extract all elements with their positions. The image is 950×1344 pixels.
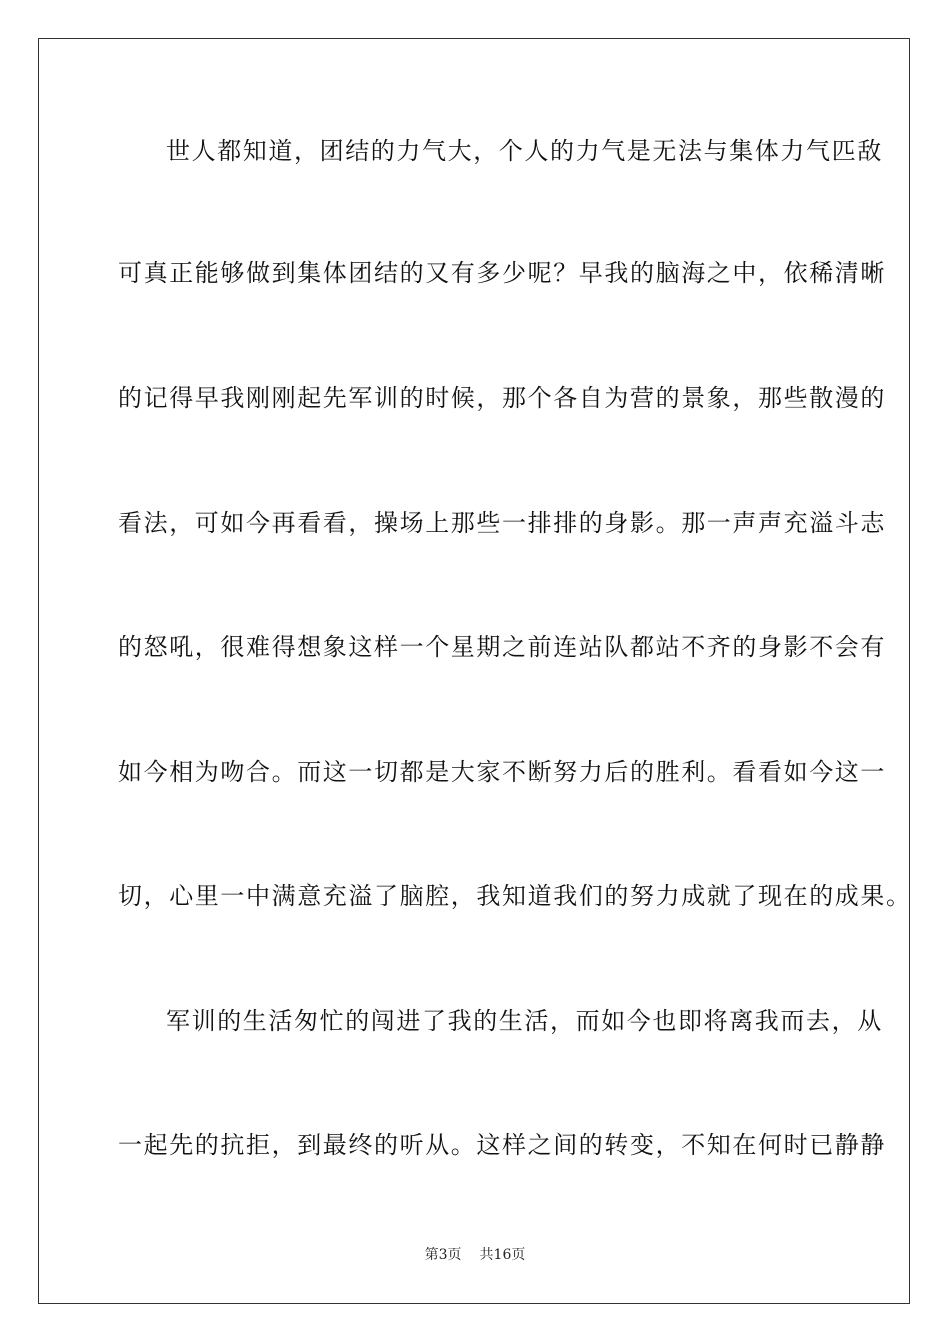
- page-footer: [0, 1244, 950, 1264]
- paragraph-line: 的记得早我刚刚起先军训的时候，那个各自为营的景象，那些散漫的: [118, 384, 886, 412]
- page-border: [38, 38, 910, 1304]
- paragraph-line: 军训的生活匆忙的闯进了我的生活，而如今也即将离我而去，从: [166, 1007, 883, 1035]
- paragraph-line: 可真正能够做到集体团结的又有多少呢？早我的脑海之中，依稀清晰: [118, 259, 886, 287]
- paragraph-line: 一起先的抗拒，到最终的听从。这样之间的转变，不知在何时已静静: [118, 1131, 886, 1159]
- page-number: 第3页: [424, 1247, 462, 1263]
- paragraph-line: 世人都知道，团结的力气大，个人的力气是无法与集体力气匹敌: [166, 137, 883, 165]
- page-total: 共16页: [479, 1247, 526, 1263]
- paragraph-line: 如今相为吻合。而这一切都是大家不断努力后的胜利。看看如今这一: [118, 758, 886, 786]
- paragraph-line: 看法，可如今再看看，操场上那些一排排的身影。那一声声充溢斗志: [118, 509, 886, 537]
- paragraph-line: 切，心里一中满意充溢了脑腔，我知道我们的努力成就了现在的成果。: [118, 882, 912, 910]
- paragraph-line: 的怒吼，很难得想象这样一个星期之前连站队都站不齐的身影不会有: [118, 633, 886, 661]
